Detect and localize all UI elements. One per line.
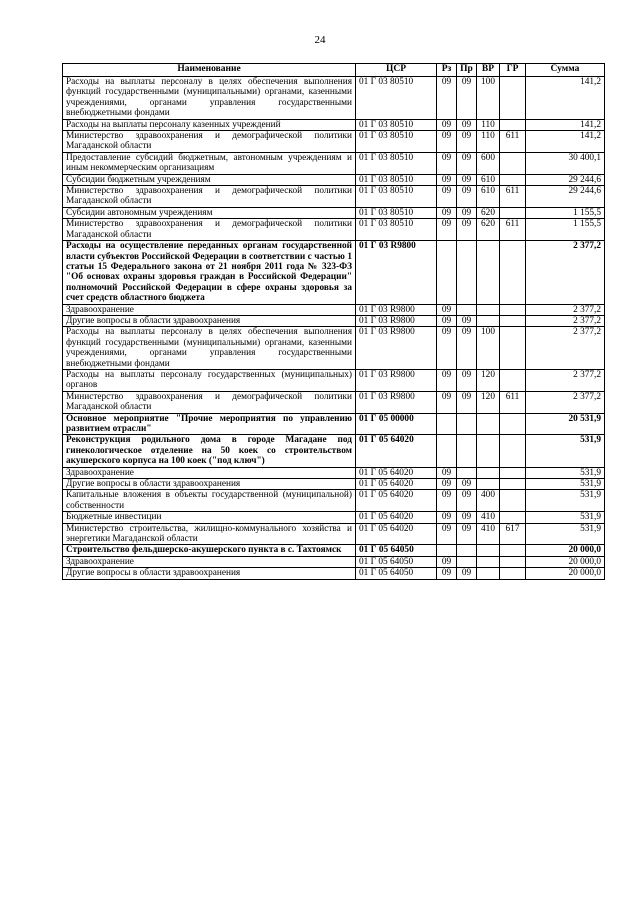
table-row (63, 119, 605, 130)
cell-vr (477, 315, 500, 326)
table-row (63, 467, 605, 478)
table-row (63, 207, 605, 218)
table-row (63, 327, 605, 370)
cell-gr (500, 413, 526, 435)
cell-sum: 29 244,6 (526, 174, 605, 185)
header-rz: Рз (437, 64, 457, 77)
cell-sum: 1 155,5 (526, 219, 605, 241)
cell-gr: 611 (500, 186, 526, 208)
cell-gr (500, 479, 526, 490)
table-row (63, 77, 605, 120)
cell-name: Субсидии бюджетным учреждениям (63, 174, 356, 185)
cell-vr: 120 (477, 391, 500, 413)
cell-pr: 09 (457, 77, 477, 120)
table-header-row (63, 64, 605, 77)
cell-vr: 600 (477, 152, 500, 174)
cell-rz: 09 (437, 490, 457, 512)
cell-name: Строительство фельдшерско-акушерского пункта в с. Тахтоямск (63, 545, 356, 556)
cell-gr (500, 174, 526, 185)
table-row (63, 490, 605, 512)
cell-csr: 01 Г 05 64020 (356, 490, 437, 512)
cell-gr: 611 (500, 391, 526, 413)
cell-sum: 2 377,2 (526, 241, 605, 304)
cell-pr: 09 (457, 391, 477, 413)
cell-rz: 09 (437, 369, 457, 391)
cell-rz (437, 241, 457, 304)
cell-sum: 141,2 (526, 131, 605, 153)
cell-csr: 01 Г 05 64020 (356, 523, 437, 545)
table-row (63, 174, 605, 185)
cell-sum: 30 400,1 (526, 152, 605, 174)
cell-csr: 01 Г 05 64050 (356, 568, 437, 579)
cell-vr: 100 (477, 77, 500, 120)
cell-csr: 01 Г 03 80510 (356, 186, 437, 208)
cell-csr: 01 Г 03 80510 (356, 174, 437, 185)
header-csr: ЦСР (356, 64, 437, 77)
cell-vr: 410 (477, 523, 500, 545)
cell-csr: 01 Г 03 80510 (356, 207, 437, 218)
cell-csr: 01 Г 03 80510 (356, 219, 437, 241)
cell-csr: 01 Г 03 80510 (356, 152, 437, 174)
cell-vr: 620 (477, 219, 500, 241)
cell-pr: 09 (457, 131, 477, 153)
cell-gr: 611 (500, 131, 526, 153)
cell-sum: 20 000,0 (526, 556, 605, 567)
cell-name: Министерство здравоохранения и демографической политики Магаданской области (63, 391, 356, 413)
cell-vr: 610 (477, 174, 500, 185)
cell-pr (457, 241, 477, 304)
cell-name: Расходы на выплаты персоналу казенных учреждений (63, 119, 356, 130)
cell-csr: 01 Г 05 64020 (356, 435, 437, 467)
cell-sum: 1 155,5 (526, 207, 605, 218)
cell-pr: 09 (457, 152, 477, 174)
cell-csr: 01 Г 03 R9800 (356, 241, 437, 304)
cell-name: Реконструкция родильного дома в городе Магадане под гинекологическое отделение на 50 коек со строительством акушерского корпуса на 100 коек ("под ключ") (63, 435, 356, 467)
cell-csr: 01 Г 05 64020 (356, 479, 437, 490)
cell-gr (500, 77, 526, 120)
cell-name: Здравоохранение (63, 304, 356, 315)
cell-csr: 01 Г 05 64050 (356, 556, 437, 567)
cell-csr: 01 Г 05 64050 (356, 545, 437, 556)
cell-pr: 09 (457, 315, 477, 326)
cell-pr (457, 545, 477, 556)
cell-pr (457, 435, 477, 467)
cell-vr (477, 413, 500, 435)
cell-rz: 09 (437, 568, 457, 579)
table-row (63, 315, 605, 326)
cell-rz (437, 435, 457, 467)
cell-gr: 611 (500, 219, 526, 241)
cell-vr: 110 (477, 131, 500, 153)
cell-vr (477, 241, 500, 304)
cell-csr: 01 Г 05 00000 (356, 413, 437, 435)
cell-pr: 09 (457, 369, 477, 391)
cell-pr: 09 (457, 490, 477, 512)
cell-sum: 2 377,2 (526, 391, 605, 413)
cell-vr: 120 (477, 369, 500, 391)
cell-name: Основное мероприятие "Прочие мероприятия по управлению развитием отрасли" (63, 413, 356, 435)
cell-vr (477, 556, 500, 567)
cell-pr (457, 556, 477, 567)
cell-gr (500, 207, 526, 218)
cell-rz: 09 (437, 131, 457, 153)
cell-rz (437, 413, 457, 435)
cell-name: Другие вопросы в области здравоохранения (63, 315, 356, 326)
cell-name: Здравоохранение (63, 467, 356, 478)
cell-rz: 09 (437, 315, 457, 326)
cell-gr (500, 556, 526, 567)
cell-sum: 20 531,9 (526, 413, 605, 435)
cell-sum: 531,9 (526, 512, 605, 523)
cell-gr (500, 304, 526, 315)
cell-name: Расходы на выплаты персоналу государственных (муниципальных) органов (63, 369, 356, 391)
header-pr: Пр (457, 64, 477, 77)
cell-vr: 620 (477, 207, 500, 218)
table-row (63, 152, 605, 174)
cell-name: Министерство здравоохранения и демографической политики Магаданской области (63, 186, 356, 208)
cell-csr: 01 Г 03 80510 (356, 119, 437, 130)
cell-gr: 617 (500, 523, 526, 545)
cell-gr (500, 152, 526, 174)
cell-name: Расходы на осуществление переданных органам государственной власти субъектов Российской Федерации в соответствии с частью 1 статьи 15 Федерального закона от 21 ноября 2011 года № 323-ФЗ "Об основах охраны здоровья граждан в Российской Федерации" полномочий Российской Федерации в сфере охраны здоровья за счет средств областного бюджета (63, 241, 356, 304)
cell-rz: 09 (437, 304, 457, 315)
cell-rz: 09 (437, 327, 457, 370)
cell-pr: 09 (457, 479, 477, 490)
cell-vr (477, 304, 500, 315)
cell-gr (500, 315, 526, 326)
cell-rz: 09 (437, 523, 457, 545)
cell-name: Расходы на выплаты персоналу в целях обеспечения выполнения функций государственными (муниципальными) органами, казенными учреждениями, органами управления государственными внебюджетными фондами (63, 327, 356, 370)
cell-vr (477, 435, 500, 467)
table-row (63, 545, 605, 556)
table-row (63, 523, 605, 545)
cell-name: Здравоохранение (63, 556, 356, 567)
cell-gr (500, 467, 526, 478)
cell-rz (437, 545, 457, 556)
cell-gr (500, 241, 526, 304)
cell-name: Предоставление субсидий бюджетным, автономным учреждениям и иным некоммерческим организациям (63, 152, 356, 174)
cell-rz: 09 (437, 174, 457, 185)
cell-sum: 20 000,0 (526, 545, 605, 556)
table-row (63, 413, 605, 435)
cell-pr: 09 (457, 523, 477, 545)
table-row (63, 219, 605, 241)
cell-rz: 09 (437, 219, 457, 241)
table-row (63, 556, 605, 567)
header-sum: Сумма (526, 64, 605, 77)
cell-gr (500, 435, 526, 467)
table-row (63, 435, 605, 467)
cell-pr: 09 (457, 512, 477, 523)
cell-pr (457, 304, 477, 315)
cell-name: Министерство здравоохранения и демографической политики Магаданской области (63, 219, 356, 241)
cell-pr: 09 (457, 119, 477, 130)
table-row (63, 369, 605, 391)
table-row (63, 186, 605, 208)
table-row (63, 304, 605, 315)
header-name: Наименование (63, 64, 356, 77)
cell-gr (500, 568, 526, 579)
cell-rz: 09 (437, 119, 457, 130)
cell-rz: 09 (437, 186, 457, 208)
cell-rz: 09 (437, 512, 457, 523)
cell-sum: 531,9 (526, 435, 605, 467)
cell-pr: 09 (457, 568, 477, 579)
cell-csr: 01 Г 03 R9800 (356, 369, 437, 391)
cell-csr: 01 Г 03 R9800 (356, 315, 437, 326)
cell-vr: 110 (477, 119, 500, 130)
cell-name: Субсидии автономным учреждениям (63, 207, 356, 218)
table-row (63, 568, 605, 579)
cell-csr: 01 Г 03 R9800 (356, 304, 437, 315)
header-gr: ГР (500, 64, 526, 77)
cell-rz: 09 (437, 479, 457, 490)
cell-gr (500, 545, 526, 556)
cell-rz: 09 (437, 391, 457, 413)
cell-rz: 09 (437, 467, 457, 478)
budget-table (62, 63, 605, 580)
cell-pr: 09 (457, 186, 477, 208)
cell-pr: 09 (457, 207, 477, 218)
cell-pr (457, 413, 477, 435)
cell-sum: 531,9 (526, 479, 605, 490)
cell-name: Другие вопросы в области здравоохранения (63, 568, 356, 579)
header-vr: ВР (477, 64, 500, 77)
table-row (63, 131, 605, 153)
cell-name: Министерство здравоохранения и демографической политики Магаданской области (63, 131, 356, 153)
table-row (63, 241, 605, 304)
cell-sum: 2 377,2 (526, 327, 605, 370)
cell-gr (500, 119, 526, 130)
cell-vr (477, 568, 500, 579)
cell-name: Министерство строительства, жилищно-коммунального хозяйства и энергетики Магаданской области (63, 523, 356, 545)
cell-sum: 141,2 (526, 77, 605, 120)
cell-name: Расходы на выплаты персоналу в целях обеспечения выполнения функций государственными (муниципальными) органами, казенными учреждениями, органами управления государственными внебюджетными фондами (63, 77, 356, 120)
cell-sum: 531,9 (526, 490, 605, 512)
cell-pr: 09 (457, 327, 477, 370)
cell-pr: 09 (457, 219, 477, 241)
cell-rz: 09 (437, 152, 457, 174)
cell-name: Капитальные вложения в объекты государственной (муниципальной) собственности (63, 490, 356, 512)
cell-vr: 100 (477, 327, 500, 370)
table-row (63, 479, 605, 490)
cell-sum: 2 377,2 (526, 315, 605, 326)
cell-vr (477, 545, 500, 556)
cell-vr (477, 467, 500, 478)
cell-pr: 09 (457, 174, 477, 185)
cell-vr (477, 479, 500, 490)
cell-gr (500, 490, 526, 512)
cell-sum: 29 244,6 (526, 186, 605, 208)
cell-pr (457, 467, 477, 478)
cell-rz: 09 (437, 207, 457, 218)
cell-rz: 09 (437, 556, 457, 567)
page-number: 24 (314, 34, 326, 46)
cell-csr: 01 Г 05 64020 (356, 467, 437, 478)
cell-gr (500, 327, 526, 370)
table-row (63, 512, 605, 523)
cell-csr: 01 Г 03 80510 (356, 131, 437, 153)
cell-gr (500, 369, 526, 391)
cell-sum: 2 377,2 (526, 369, 605, 391)
cell-name: Другие вопросы в области здравоохранения (63, 479, 356, 490)
cell-sum: 20 000,0 (526, 568, 605, 579)
cell-name: Бюджетные инвестиции (63, 512, 356, 523)
cell-csr: 01 Г 05 64020 (356, 512, 437, 523)
cell-sum: 141,2 (526, 119, 605, 130)
cell-vr: 610 (477, 186, 500, 208)
cell-csr: 01 Г 03 R9800 (356, 327, 437, 370)
cell-vr: 400 (477, 490, 500, 512)
cell-vr: 410 (477, 512, 500, 523)
cell-sum: 531,9 (526, 467, 605, 478)
cell-gr (500, 512, 526, 523)
cell-csr: 01 Г 03 R9800 (356, 391, 437, 413)
cell-rz: 09 (437, 77, 457, 120)
cell-sum: 2 377,2 (526, 304, 605, 315)
cell-csr: 01 Г 03 80510 (356, 77, 437, 120)
cell-sum: 531,9 (526, 523, 605, 545)
table-row (63, 391, 605, 413)
